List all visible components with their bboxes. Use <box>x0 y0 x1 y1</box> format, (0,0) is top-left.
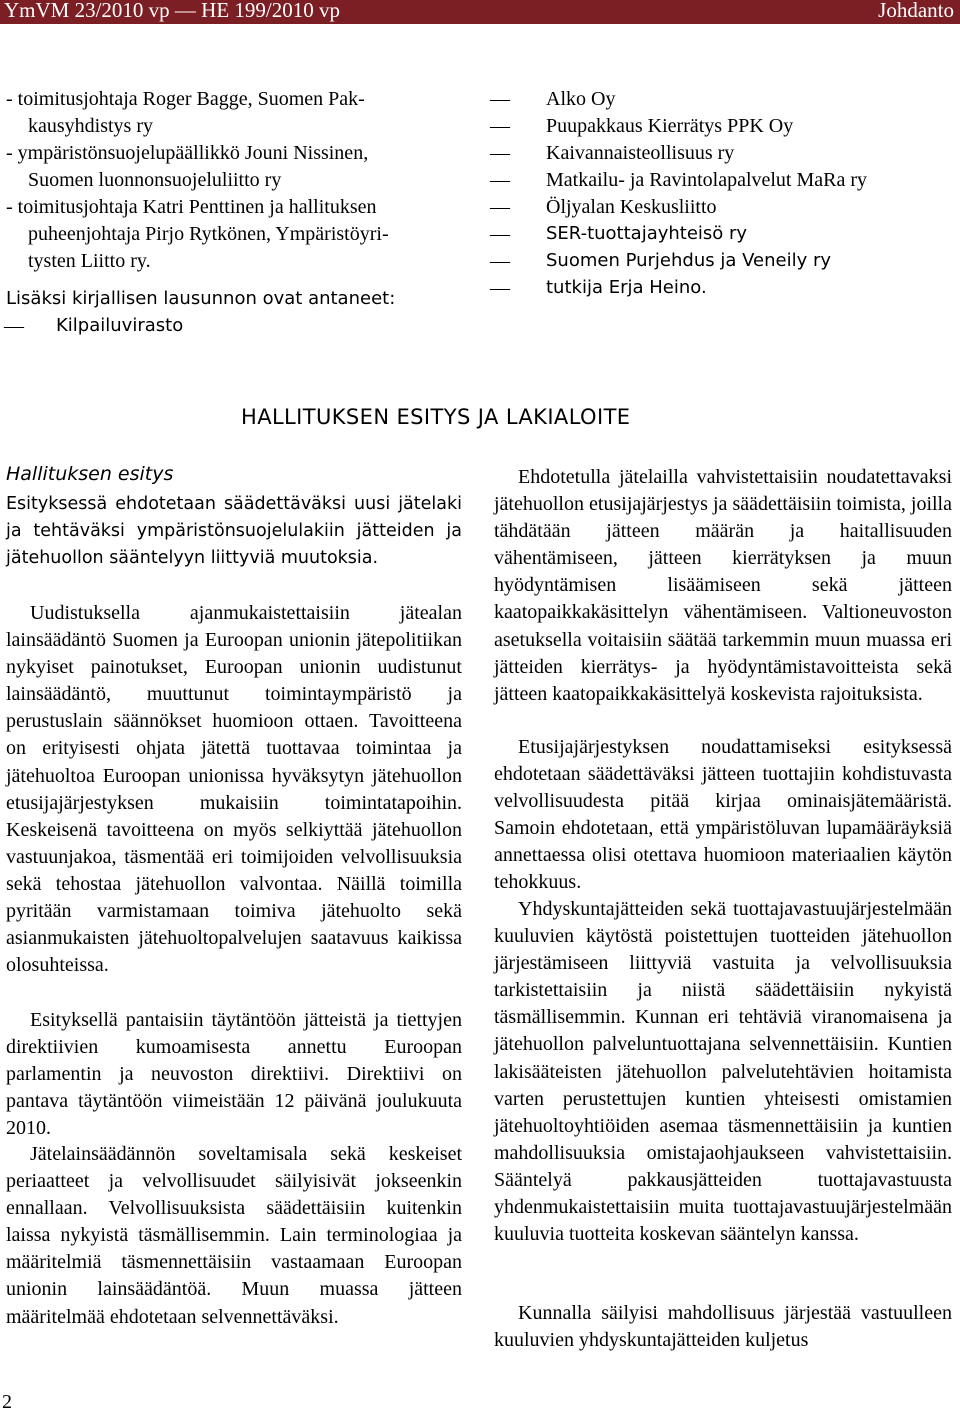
dash-symbol: — <box>4 315 24 337</box>
list-line: - toimitusjohtaja Katri Penttinen ja hallituksen <box>6 196 377 218</box>
written-statement-item: tutkija Erja Heino. <box>546 277 707 298</box>
dash-symbol: — <box>490 88 510 110</box>
written-statement-item: Puupakkaus Kierrätys PPK Oy <box>546 115 794 137</box>
dash-symbol: — <box>490 250 510 272</box>
body-paragraph: Uudistuksella ajanmukaistettaisiin jätealan lainsäädäntö Suomen ja Euroopan unionin jätepolitiikan nykyiset painotukset, Euroopan unionin uudistunut lainsäädäntö, muuttunut toimintaympäristö ja perustuslain säännökset huomioon ottaen. Tavoitteena on erityisesti ohjata jätettä tuottavaa toimintaa ja jätehuoltoa Euroopan unionissa hyväksytyn jätehuollon etusijajärjestyksen mukaisiin toimintatapoihin. Keskeisenä tavoitteena on myös selkiyttää jätehuollon vastuunjakoa, täsmentää eri toimijoiden velvollisuuksia sekä tehostaa jätehuollon valvontaa. Näillä toimilla pyritään varmistamaan toimiva jätehuolto sekä asianmukaisten jätehuoltopalvelujen saatavuus kaikissa olosuhteissa. <box>6 602 462 977</box>
list-line: Suomen luonnonsuojeluliitto ry <box>28 169 282 191</box>
dash-symbol: — <box>490 277 510 299</box>
header-section-title: Johdanto <box>878 0 954 22</box>
written-statement-item: Kilpailuvirasto <box>56 315 184 336</box>
body-paragraph: Yhdyskuntajätteiden sekä tuottajavastuujärjestelmään kuuluvien käytöstä poistettujen tuotteiden jätehuollon järjestämiseen liittyviä vastuita ja velvollisuuksia tarkistettaisiin ja niistä säädettäisiin nykyistä täsmällisemmin. Kunnan eri tehtäviä viranomaisena ja jätehuollon palveluntuottajana selvennettäisiin. Kuntien lakisääteisten jätehuollon palvelutehtävien hoitamista varten perustettujen kuntien yhteisesti omistamien jätehuoltoyhtiöiden asemaa täsmennettäisiin ja kuntien mahdollisuuksia omistajaohjaukseen vahvistettaisiin. Sääntelyä pakkausjätteiden tuottajavastuusta yhdenmukaistettaisiin muita tuottajavastuujärjestelmään kuuluvia tuotteita koskevan sääntelyn kanssa. <box>494 898 952 1246</box>
body-paragraph: Ehdotetulla jätelailla vahvistettaisiin noudatettavaksi jätehuollon etusijajärjestys ja säädettäisiin toimista, joilla tähdätään jätteen määrän ja haitallisuuden vähentämiseen, jätteen kierrätyksen ja muun hyödyntämisen lisäämiseen sekä jätteen kaatopaikkakäsittelyn vähentämiseen. Valtioneuvoston asetuksella voitaisiin säätää tarkemmin muun muassa eri jätteiden kierrätys- ja hyödyntämistavoitteista sekä jätteen kaatopaikkakäsittelyä koskevista rajoituksista. <box>494 466 952 705</box>
list-line: kausyhdistys ry <box>28 115 153 137</box>
page-number: 2 <box>2 1391 12 1413</box>
page-header-bar <box>0 0 960 24</box>
dash-symbol: — <box>490 223 510 245</box>
body-paragraph: Kunnalla säilyisi mahdollisuus järjestää vastuulleen kuuluvien yhdyskuntajätteiden kuljetus <box>494 1302 952 1352</box>
body-paragraph: Jätelainsäädännön soveltamisala sekä keskeiset periaatteet ja velvollisuudet säilyisivät jokseenkin ennallaan. Velvollisuuksista säädettäisiin kuitenkin laissa nykyistä täsmällisemmin. Lain terminologiaa ja määritelmiä täsmennettäisiin vastaamaan Euroopan unionin lainsäädäntöä. Muun muassa jätteen määritelmää ehdotetaan selvennettäväksi. <box>6 1143 462 1328</box>
body-paragraph: Etusijajärjestyksen noudattamiseksi esityksessä ehdotetaan säädettäväksi jätteen tuottajiin kohdistuvasta velvollisuudesta pitää kirjaa ominaisjätemääristä. Samoin ehdotetaan, että ympäristöluvan lupamääräyksiä annettaessa olisi otettava huomioon materiaalien käytön tehokkuus. <box>494 736 952 894</box>
written-statement-item: Matkailu- ja Ravintolapalvelut MaRa ry <box>546 169 868 191</box>
list-line: puheenjohtaja Pirjo Rytkönen, Ympäristöyri- <box>28 223 389 245</box>
section-heading: HALLITUKSEN ESITYS JA LAKIALOITE <box>241 405 631 429</box>
body-paragraph: Esityksessä ehdotetaan säädettäväksi uusi jätelaki ja tehtäväksi ympäristönsuojelulakiin jätteiden ja jätehuollon sääntelyyn liittyviä muutoksia. <box>6 494 462 569</box>
body-paragraph: Esityksellä pantaisiin täytäntöön jätteistä ja tiettyjen direktiivien kumoamisesta annettu Euroopan parlamentin ja neuvoston direktiivi. Direktiivi on pantava täytäntöön viimeistään 12 päivänä joulukuuta 2010. <box>6 1009 462 1140</box>
written-statements-intro: Lisäksi kirjallisen lausunnon ovat antaneet: <box>6 288 396 309</box>
written-statement-item: Suomen Purjehdus ja Veneily ry <box>546 250 832 271</box>
dash-symbol: — <box>490 196 510 218</box>
written-statement-item: Kaivannaisteollisuus ry <box>546 142 735 164</box>
list-line: - ympäristönsuojelupäällikkö Jouni Nissinen, <box>6 142 369 164</box>
written-statement-item: Öljyalan Keskusliitto <box>546 196 717 218</box>
header-document-id: YmVM 23/2010 vp — HE 199/2010 vp <box>4 0 340 22</box>
subheading: Hallituksen esitys <box>6 463 174 485</box>
written-statement-item: SER-tuottajayhteisö ry <box>546 223 748 244</box>
list-line: - toimitusjohtaja Roger Bagge, Suomen Pak- <box>6 88 365 110</box>
dash-symbol: — <box>490 142 510 164</box>
written-statement-item: Alko Oy <box>546 88 616 110</box>
dash-symbol: — <box>490 169 510 191</box>
dash-symbol: — <box>490 115 510 137</box>
list-line: tysten Liitto ry. <box>28 250 151 272</box>
